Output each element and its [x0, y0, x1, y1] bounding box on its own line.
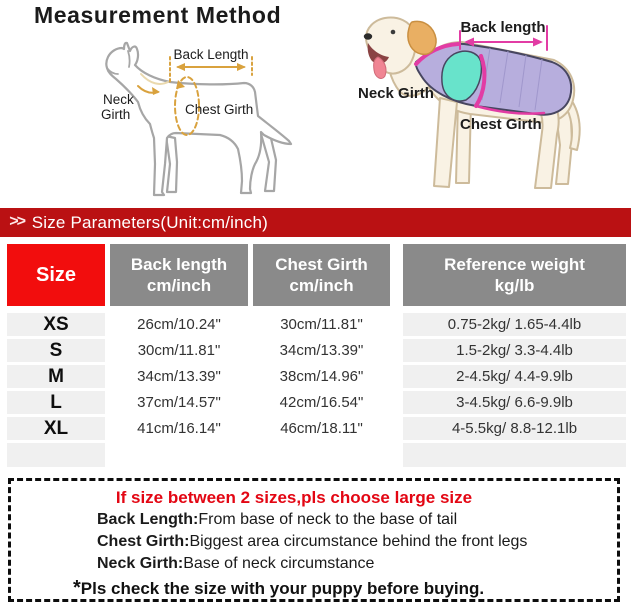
- right-back-length-label: Back length: [460, 19, 546, 36]
- cell-chest-girth: 30cm/11.81": [280, 316, 363, 333]
- right-chest-girth-label: Chest Girth: [460, 116, 542, 133]
- definition-term: Chest Girth:: [97, 533, 190, 550]
- table-row: [0, 365, 631, 388]
- definition-text: Base of neck circumstance: [183, 555, 375, 572]
- cell-back-empty: [110, 443, 248, 467]
- left-neck-girth-label-line1: Neck: [103, 92, 134, 107]
- header-reference-weight: Reference weight kg/lb: [403, 244, 626, 306]
- dog2-near-front-leg: [434, 98, 457, 187]
- double-chevron-icon: >>: [9, 212, 24, 230]
- cell-size-empty: [7, 443, 105, 467]
- size-warning-text: If size between 2 sizes,pls choose large size: [115, 488, 473, 507]
- cell-weight-empty: [403, 443, 626, 467]
- size-table: [0, 244, 631, 470]
- definition-text: From base of neck to the base of tail: [198, 511, 458, 528]
- cell-back-length: 37cm/14.57": [137, 394, 221, 411]
- definition-back-length: [11, 509, 617, 531]
- right-neck-girth-label: Neck Girth: [358, 85, 434, 102]
- dog2-ear: [408, 21, 436, 54]
- cell-weight: 0.75-2kg/ 1.65-4.4lb: [403, 313, 626, 336]
- table-row-empty: [0, 443, 631, 467]
- back-length-arrowhead-left-icon: [176, 63, 185, 71]
- table-row: [0, 417, 631, 440]
- cell-chest-girth: 38cm/14.96": [279, 368, 364, 385]
- table-header-row: [0, 244, 631, 306]
- cell-size: M: [7, 365, 105, 388]
- header-back-length: Back length cm/inch: [110, 244, 248, 306]
- cell-back-length: 26cm/10.24": [137, 316, 221, 333]
- cell-back-length: 41cm/16.14": [137, 420, 221, 437]
- cell-size: XL: [7, 417, 105, 440]
- left-back-length-label: Back Length: [173, 47, 249, 62]
- cell-chest-girth: 42cm/16.54": [279, 394, 364, 411]
- definition-text: Biggest area circumstance behind the front legs: [189, 533, 528, 550]
- table-row: [0, 313, 631, 336]
- header-size: Size: [7, 244, 105, 306]
- cell-weight: 4-5.5kg/ 8.8-12.1lb: [403, 417, 626, 440]
- banner-title: Size Parameters(Unit:cm/inch): [31, 212, 268, 232]
- dog2-eye-icon: [391, 30, 396, 35]
- cell-size: L: [7, 391, 105, 414]
- asterisk-icon: *: [73, 577, 81, 599]
- left-dog-diagram: [48, 34, 318, 206]
- section-banner: [0, 208, 631, 237]
- definition-chest-girth: [11, 531, 617, 553]
- cell-back-length: 34cm/13.39": [137, 368, 221, 385]
- footnote-text: Pls check the size with your puppy before buying.: [80, 579, 485, 598]
- header-chest-girth: Chest Girth cm/inch: [253, 244, 390, 306]
- notes-box: [8, 478, 620, 602]
- definition-term: Neck Girth:: [97, 555, 184, 572]
- cell-chest-girth: 34cm/13.39": [279, 342, 364, 359]
- definition-term: Back Length:: [97, 511, 199, 528]
- definition-neck-girth: [11, 553, 617, 575]
- left-chest-girth-label: Chest Girth: [185, 102, 254, 117]
- dog-far-front-leg: [166, 136, 177, 192]
- right-dog-diagram: [330, 0, 631, 204]
- back-length-arrowhead-right-icon: [533, 38, 543, 47]
- cell-chest-girth: 46cm/18.11": [280, 420, 363, 437]
- cell-chest-empty: [253, 443, 390, 467]
- cell-back-length: 30cm/11.81": [137, 342, 221, 359]
- back-length-arrowhead-right-icon: [237, 63, 246, 71]
- cell-size: XS: [7, 313, 105, 336]
- table-row: [0, 391, 631, 414]
- left-neck-girth-label-line2: Girth: [101, 107, 131, 122]
- footnote: [11, 577, 617, 600]
- cell-weight: 1.5-2kg/ 3.3-4.4lb: [403, 339, 626, 362]
- cell-weight: 2-4.5kg/ 4.4-9.9lb: [403, 365, 626, 388]
- cell-size: S: [7, 339, 105, 362]
- dog-far-hind-leg: [261, 134, 276, 191]
- page-title: Measurement Method: [34, 2, 282, 28]
- table-row: [0, 339, 631, 362]
- dog2-nose-icon: [364, 33, 372, 39]
- cell-weight: 3-4.5kg/ 6.6-9.9lb: [403, 391, 626, 414]
